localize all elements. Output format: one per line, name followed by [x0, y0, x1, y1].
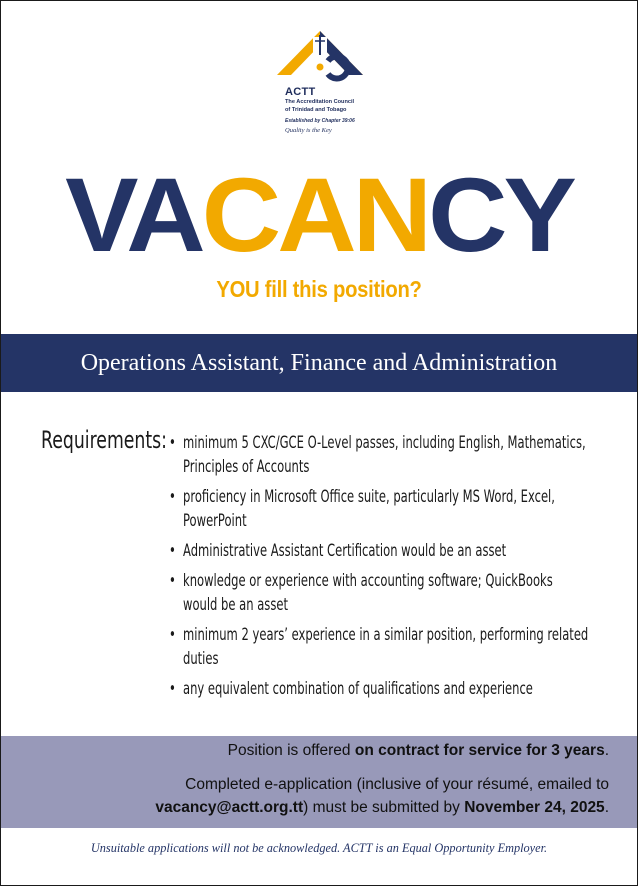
requirement-line: minimum 5 CXC/GCE O-Level passes, including English, Mathematics,: [183, 433, 586, 452]
requirement-line: knowledge or experience with accounting software; QuickBooks: [183, 571, 553, 590]
application-instructions: Completed e-application (inclusive of your résumé, emailed to: [185, 776, 609, 793]
list-item: [169, 623, 589, 671]
footer-note: Unsuitable applications will not be acknowledged. ACTT is an Equal Opportunity Employer.: [90, 841, 548, 855]
logo-tagline: Quality is the Key: [285, 126, 332, 134]
requirements-list: [169, 431, 589, 707]
contract-terms: [228, 742, 609, 760]
actt-logo-icon: [275, 29, 365, 89]
bullet: •: [169, 625, 176, 644]
requirement-line: Administrative Assistant Certification would be an asset: [183, 541, 507, 560]
email-link[interactable]: vacancy@actt.org.tt: [155, 799, 304, 816]
logo-established: Established by Chapter 39:06: [285, 117, 355, 124]
deadline-date: November 24, 2025: [464, 799, 605, 816]
requirement-line: proficiency in Microsoft Office suite, particularly MS Word, Excel,: [183, 487, 555, 506]
requirement-line: duties: [183, 649, 219, 668]
requirements-label: Requirements:: [41, 426, 167, 454]
contract-suffix: .: [604, 742, 609, 759]
contract-info-box: [1, 736, 637, 828]
requirement-line: minimum 2 years’ experience in a similar position, performing related: [183, 625, 589, 644]
bullet: •: [169, 487, 176, 506]
list-item: [169, 431, 589, 479]
position-title-band: [1, 334, 637, 392]
bullet: •: [169, 679, 176, 698]
logo-name-line2: of Trinidad and Tobago: [285, 106, 347, 113]
submission-text: ) must be submitted by: [303, 799, 465, 816]
requirement-line: any equivalent combination of qualifications and experience: [183, 679, 533, 698]
bullet: •: [169, 571, 176, 590]
position-title: Operations Assistant, Finance and Administration: [80, 349, 558, 376]
headline-part-3: CY: [428, 157, 573, 274]
logo-text-block: [271, 87, 371, 134]
bullet: •: [169, 541, 176, 560]
contract-prefix: Position is offered: [227, 742, 355, 759]
contract-duration: on contract for service for 3 years: [354, 742, 605, 759]
list-item: [169, 485, 589, 533]
list-item: [169, 539, 589, 563]
headline-part-1: VA: [65, 157, 202, 274]
bullet: •: [169, 433, 176, 452]
requirement-line: would be an asset: [183, 595, 288, 614]
list-item: [169, 569, 589, 617]
vacancy-headline: [1, 157, 637, 274]
submission-suffix: .: [604, 799, 609, 816]
list-item: [169, 677, 589, 701]
subheading: YOU fill this position?: [216, 276, 422, 302]
logo-name-line1: The Accreditation Council: [285, 99, 355, 105]
logo-acronym: ACTT: [285, 86, 316, 98]
headline-part-2: CAN: [201, 157, 429, 274]
submission-line: [155, 799, 609, 817]
requirement-line: Principles of Accounts: [183, 457, 310, 476]
requirement-line: PowerPoint: [183, 511, 247, 530]
